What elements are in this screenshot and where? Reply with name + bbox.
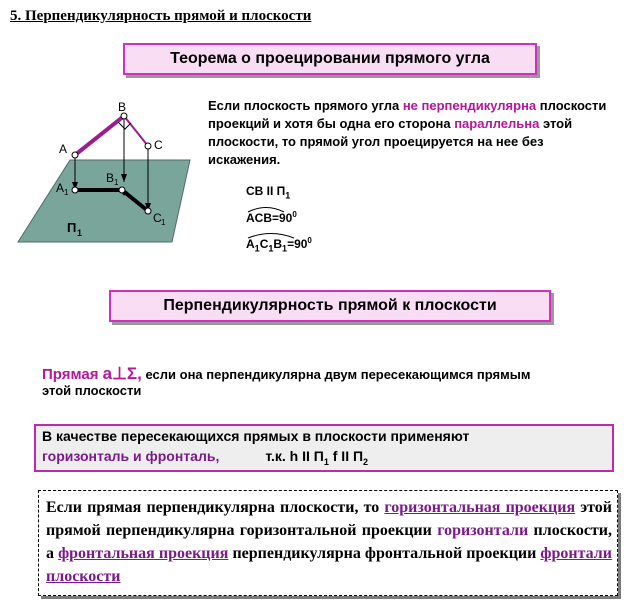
horizontal-frontal-text: горизонталь и фронталь, <box>42 448 220 464</box>
segment-ab <box>75 116 124 155</box>
h-parallel-text: т.к. h II П <box>265 448 324 464</box>
angle-arc <box>246 205 286 213</box>
theorem-part: Если плоскость прямого угла <box>208 98 403 113</box>
label-c1-sub: 1 <box>161 218 166 227</box>
f-parallel-text: f II П <box>328 448 364 464</box>
formula-a1c1b1-angle: $A_1C_1B_1=90^0$ <box>246 236 312 253</box>
formula-acb-angle: $ACB=90^0$ <box>246 210 297 225</box>
plane-label-sub: 1 <box>77 228 83 238</box>
label-a: A <box>59 142 68 156</box>
plane-p1 <box>18 160 190 242</box>
horizontal-term: горизонтали <box>437 522 529 539</box>
point-b1 <box>119 187 125 193</box>
theorem-highlight-parallel: параллельна <box>454 116 540 131</box>
angle-arc-projected <box>246 231 296 239</box>
label-b: B <box>118 100 127 114</box>
theorem-part: плоскости проекций и хотя бы одна его сторона <box>208 98 607 131</box>
segment-bc <box>124 116 148 146</box>
label-b1: B <box>106 171 115 185</box>
projection-figure <box>10 98 210 248</box>
box-line-2: горизонталь и фронталь, т.к. h II $П_1$ f II $П_2$ <box>42 448 369 467</box>
point-c <box>145 143 151 149</box>
definition-rest: если она перпендикулярна двум пересекающимся прямым <box>141 367 531 382</box>
point-c1 <box>145 208 151 214</box>
conclusion-text: Если прямая перпендикулярна плоскости, то горизонтальная проекция этой прямой перпендикулярна горизонтальной проекции горизонтали плоскости, а фронтальная проекция перпендикулярна фронтальной проекции фронтали плоскости <box>46 499 613 585</box>
label-c: C <box>154 138 163 152</box>
label-b1-sub: 1 <box>114 178 119 187</box>
label-a1-sub: 1 <box>64 188 69 197</box>
horizontal-projection-term: горизонтальная проекция <box>384 499 576 516</box>
theorem-heading: Теорема о проецировании прямого угла <box>123 43 537 75</box>
theorem-part: этой плоскости, то прямой угол проецируется на нее без искажения. <box>208 116 573 167</box>
label-a1: A <box>56 181 65 195</box>
perpendicularity-heading: Перпендикулярность прямой к плоскости <box>109 290 551 322</box>
box-line-1: В качестве пересекающихся прямых в плоскости применяют <box>42 428 470 444</box>
formula-cb-parallel: CB II $П_1$ <box>246 184 291 201</box>
frontal-plane-term: фронтали плоскости <box>46 545 612 585</box>
frontal-projection-term: фронтальная проекция <box>58 545 229 562</box>
definition-line-cont: этой плоскости <box>42 383 142 398</box>
definition-prefix: Прямая <box>42 366 103 383</box>
page-title: 5. Перпендикулярность прямой и плоскости <box>10 8 312 24</box>
point-a1 <box>72 187 78 193</box>
label-c1: C <box>153 211 162 225</box>
plane-label: П <box>67 220 77 235</box>
definition-line <box>42 364 530 384</box>
point-a <box>72 152 78 158</box>
definition-symbol: a⊥Σ, <box>102 364 142 383</box>
theorem-text <box>208 97 608 169</box>
theorem-highlight-not-perpendicular: не перпендикулярна <box>402 98 537 113</box>
